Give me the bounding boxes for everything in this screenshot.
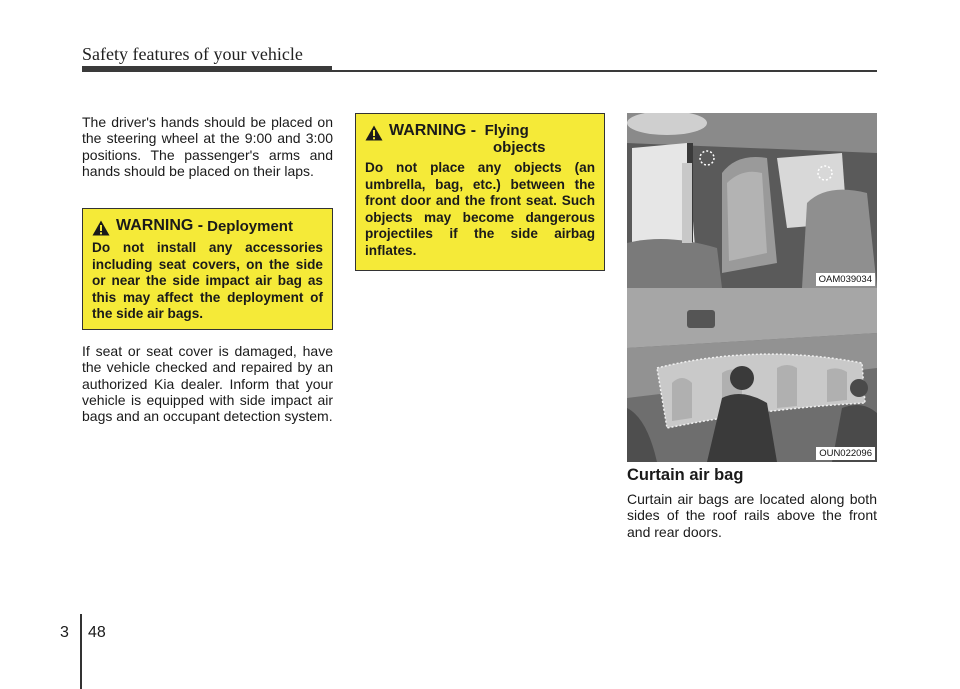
header-rule-thick — [82, 66, 332, 72]
warning-header — [365, 122, 595, 156]
running-header: Safety features of your vehicle — [82, 44, 303, 64]
warning-body: Do not install any accessories including seat covers, on the side or near the side impact air bag as this may affect the deployment of the side air bags. — [92, 240, 323, 321]
warning-subtitle-line2: objects — [493, 139, 546, 156]
warning-subtitle-line1: Flying — [484, 122, 529, 139]
seat-cover-paragraph: If seat or seat cover is damaged, have the vehicle checked and repaired by an authorized Kia dealer. Inform that your vehicle is equipped with side impact air bags and an occupant detection system. — [82, 343, 333, 425]
curtain-airbag-illustration — [627, 288, 877, 462]
footer-rule — [80, 614, 82, 689]
page-number: 48 — [88, 624, 106, 641]
intro-paragraph: The driver's hands should be placed on the steering wheel at the 9:00 and 3:00 positions. The passenger's arms and hands should be placed on their laps. — [82, 114, 333, 179]
rear-seat-photo — [627, 113, 877, 288]
curtain-airbag-photo — [627, 288, 877, 462]
header-rule-thin — [332, 70, 877, 72]
section-heading: Curtain air bag — [627, 466, 744, 484]
warning-subtitle: Deployment — [207, 218, 293, 235]
warning-body: Do not place any objects (an umbrella, bag, etc.) between the front door and the front seat. Such objects may become dangerous projectiles if the side airbag inflates. — [365, 160, 595, 258]
curtain-paragraph: Curtain air bags are located along both sides of the roof rails above the front and rear doors. — [627, 491, 877, 540]
warning-triangle-icon — [92, 220, 110, 236]
warning-triangle-icon — [365, 125, 383, 141]
warning-label: WARNING - — [389, 122, 477, 139]
chapter-number: 3 — [60, 624, 69, 641]
image-code: OUN022096 — [816, 447, 875, 460]
warning-box-deployment — [82, 208, 333, 330]
warning-box-flying-objects — [355, 113, 605, 271]
warning-label: WARNING - — [116, 217, 204, 234]
image-code: OAM039034 — [816, 273, 875, 286]
rear-seat-illustration — [627, 113, 877, 288]
warning-header — [92, 217, 323, 236]
